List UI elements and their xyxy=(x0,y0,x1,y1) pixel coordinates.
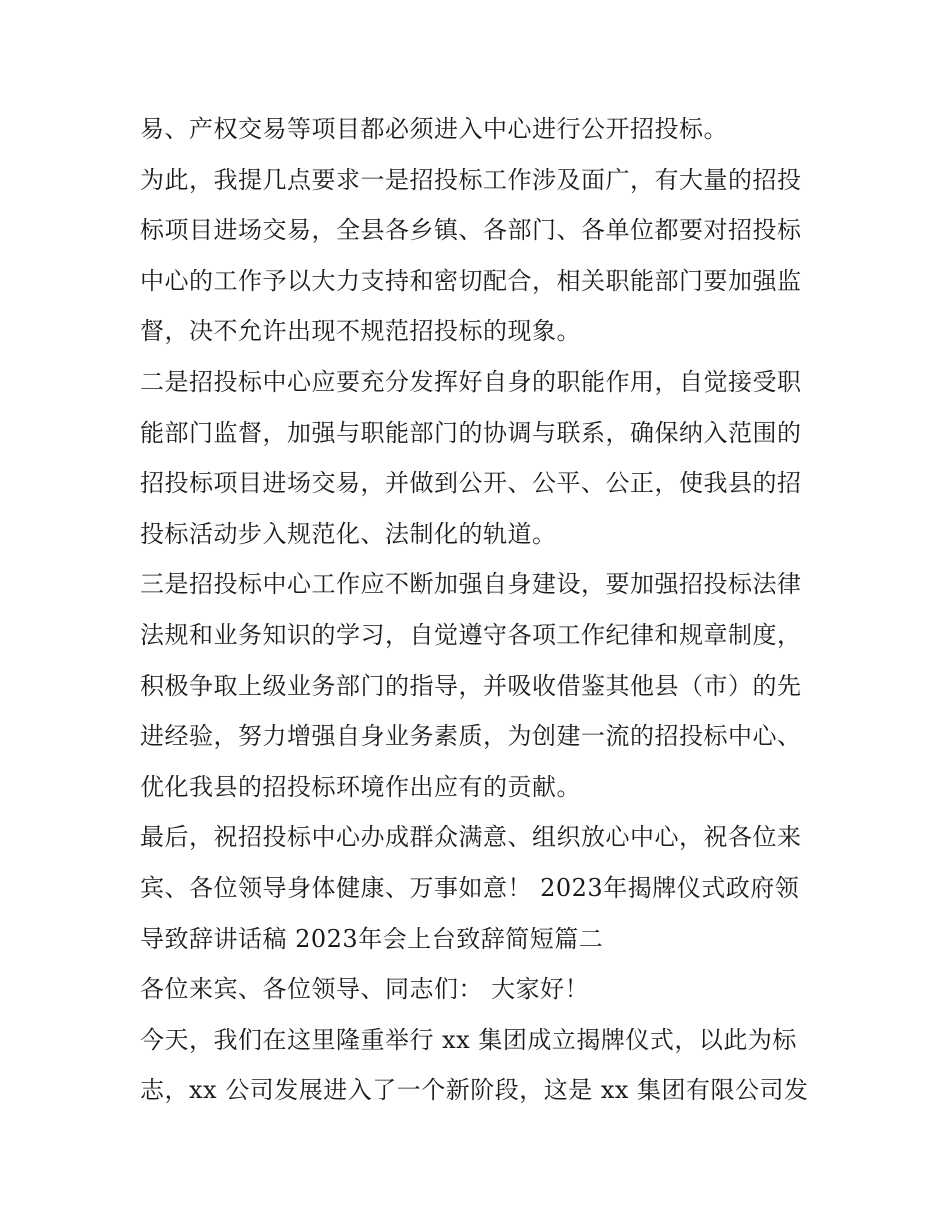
text-line: 宾、各位领导身体健康、万事如意！ 2023年揭牌仪式政府领 xyxy=(140,873,800,902)
text-line: 为此，我提几点要求一是招投标工作涉及面广，有大量的招投 xyxy=(140,165,802,194)
text-line: 今天，我们在这里隆重举行 xx 集团成立揭牌仪式，以此为标 xyxy=(140,1025,797,1054)
text-line: 二是招投标中心应要充分发挥好自身的职能作用，自觉接受职 xyxy=(140,367,802,396)
text-line: 积极争取上级业务部门的指导，并吸收借鉴其他县（市）的先 xyxy=(140,671,802,700)
text-line: 各位来宾、各位领导、同志们： 大家好！ xyxy=(140,975,590,1004)
text-line: 易、产权交易等项目都必须进入中心进行公开招投标。 xyxy=(140,115,728,143)
text-line: 导致辞讲话稿 2023年会上台致辞简短篇二 xyxy=(140,924,604,953)
text-line: 标项目进场交易，全县各乡镇、各部门、各单位都要对招投标 xyxy=(140,216,802,245)
text-line: 投标活动步入规范化、法制化的轨道。 xyxy=(140,519,557,548)
text-line: 进经验，努力增强自身业务素质，为创建一流的招投标中心、 xyxy=(140,722,802,751)
text-line: 法规和业务知识的学习，自觉遵守各项工作纪律和规章制度， xyxy=(140,620,802,649)
text-line: 三是招投标中心工作应不断加强自身建设，要加强招投标法律 xyxy=(140,570,802,599)
document-body xyxy=(140,104,820,1116)
text-line: 督，决不允许出现不规范招投标的现象。 xyxy=(140,317,581,346)
text-line: 中心的工作予以大力支持和密切配合，相关职能部门要加强监 xyxy=(140,266,802,295)
text-line: 能部门监督，加强与职能部门的协调与联系，确保纳入范围的 xyxy=(140,418,802,447)
text-line: 最后，祝招投标中心办成群众满意、组织放心中心，祝各位来 xyxy=(140,823,802,852)
text-line: 优化我县的招投标环境作出应有的贡献。 xyxy=(140,772,581,801)
text-line: 志，xx 公司发展进入了一个新阶段，这是 xx 集团有限公司发 xyxy=(140,1076,809,1105)
text-line: 招投标项目进场交易，并做到公开、公平、公正，使我县的招 xyxy=(140,469,802,498)
